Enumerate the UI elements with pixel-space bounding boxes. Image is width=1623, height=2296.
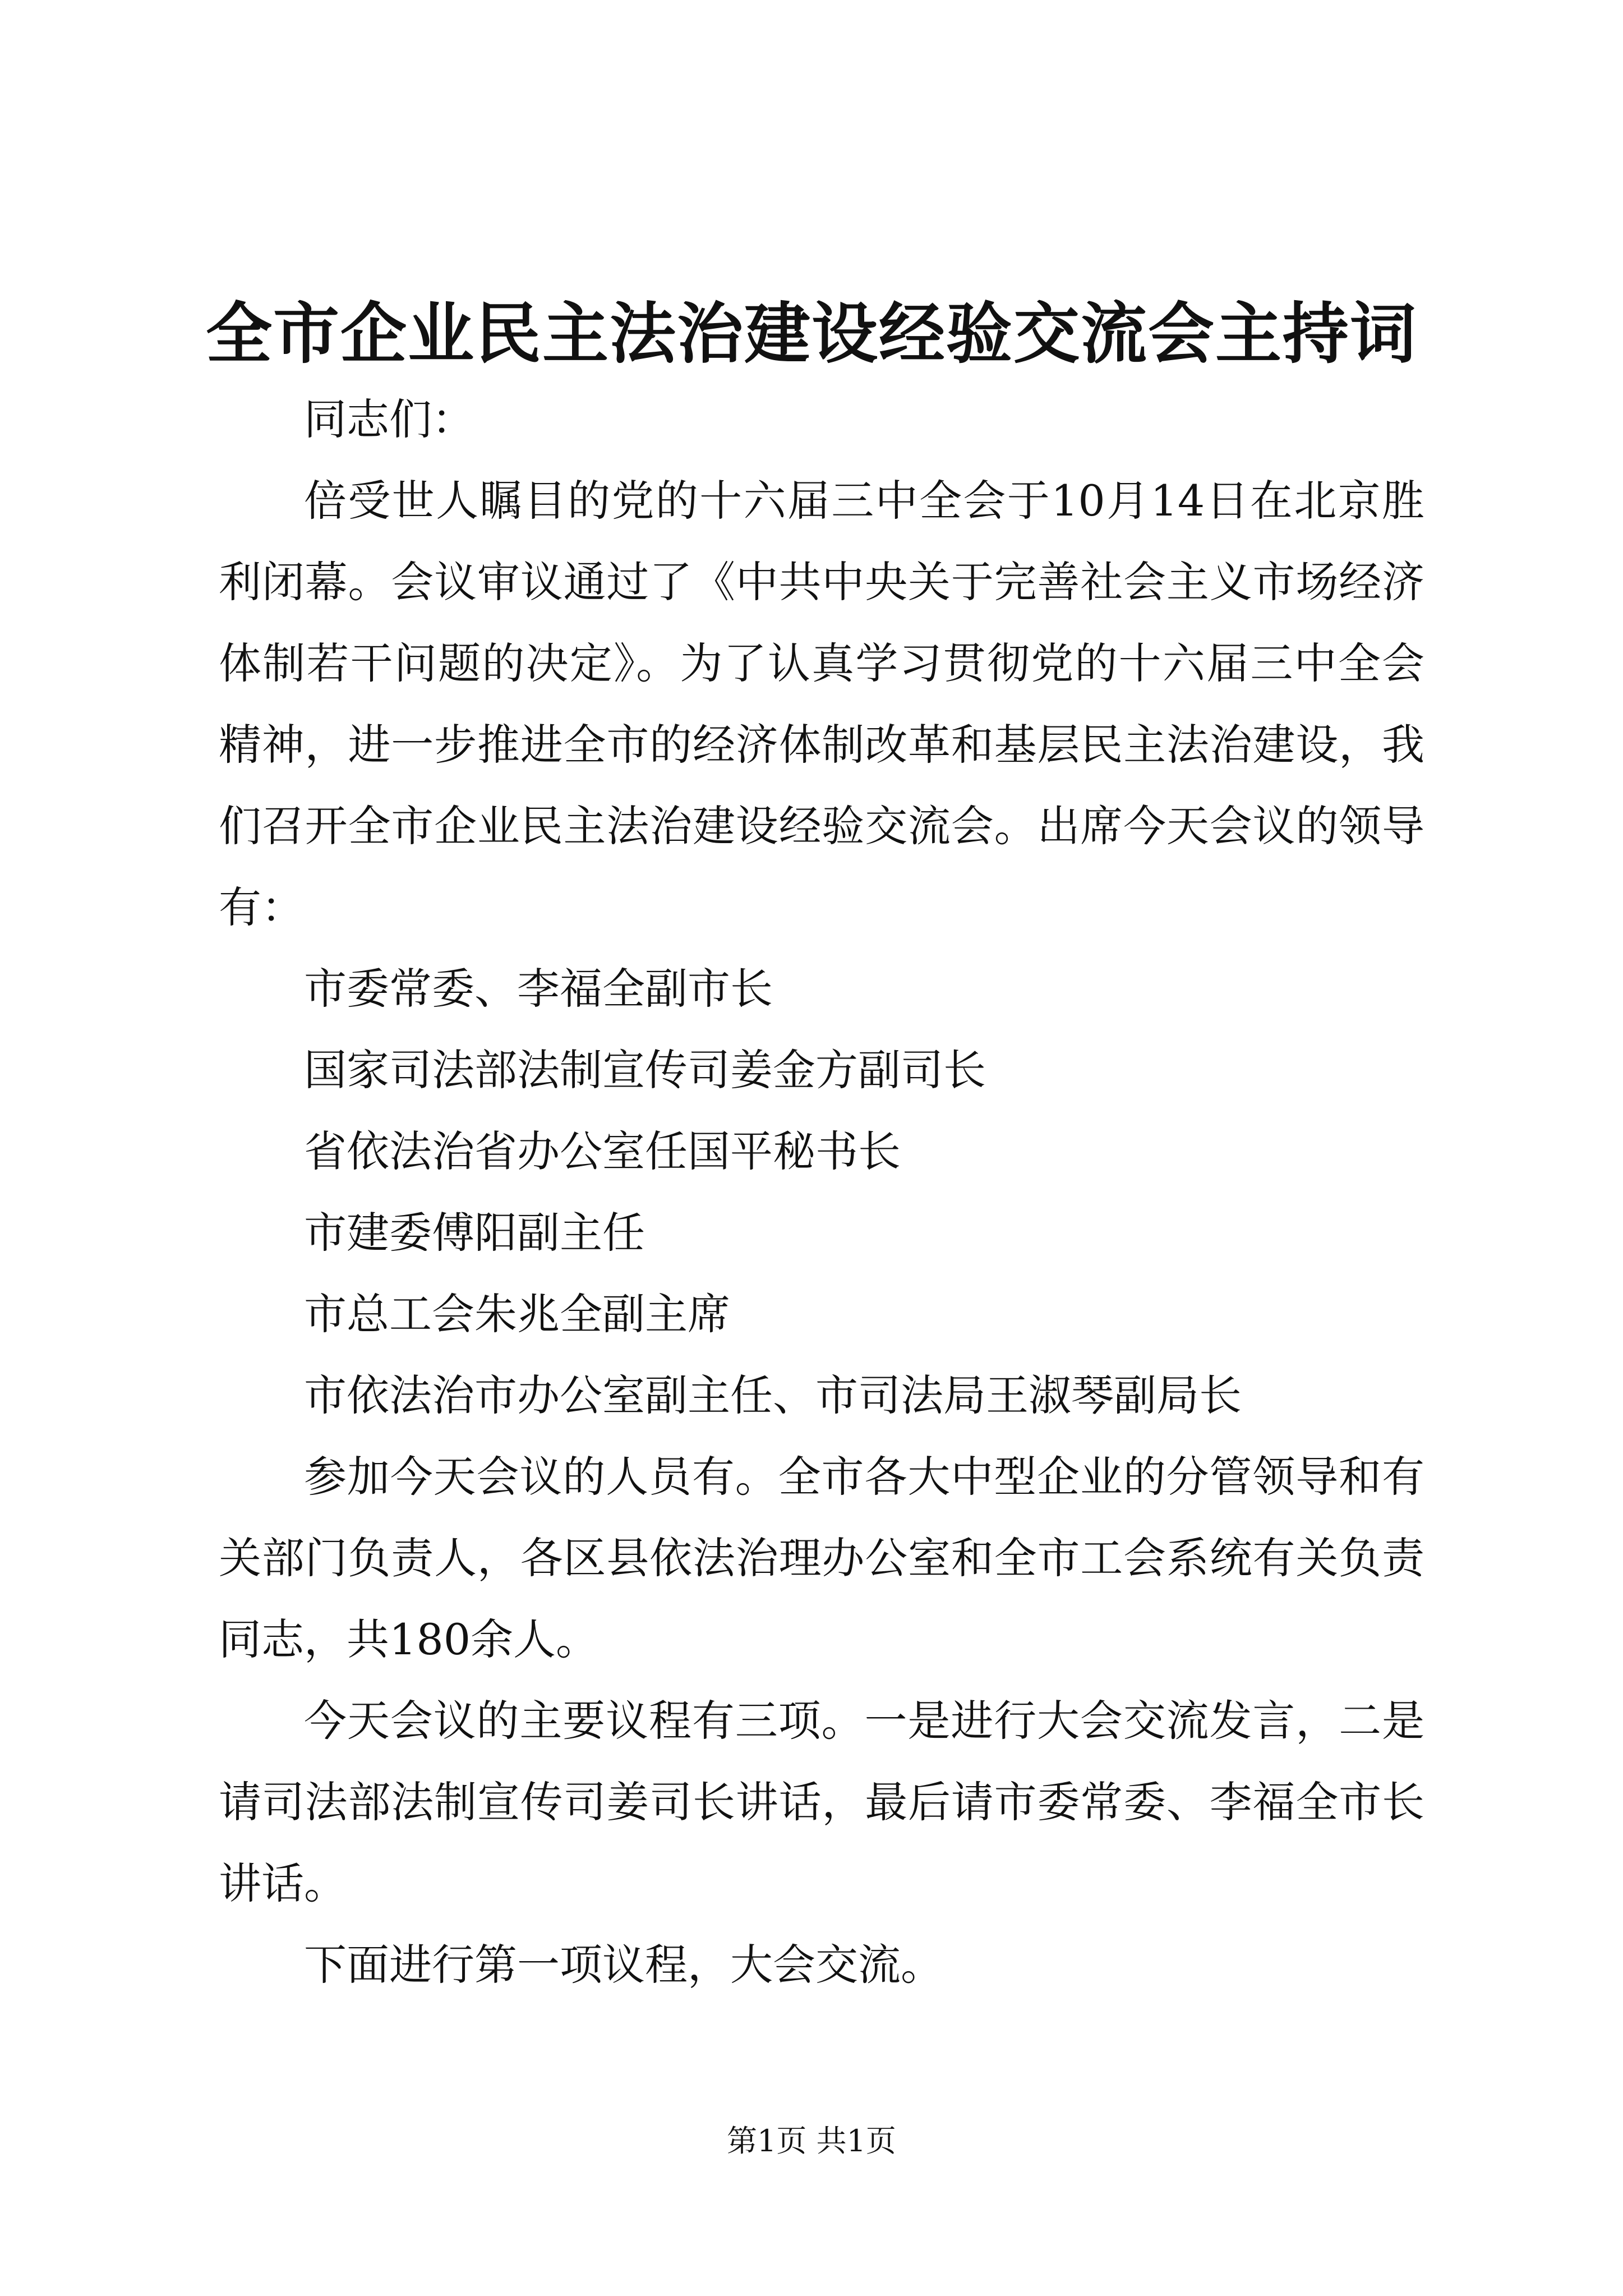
page-footer: 第1页 共1页 bbox=[727, 2123, 896, 2159]
leader-line: 市依法治市办公室副主任、市司法局王淑琴副局长 bbox=[304, 1370, 1242, 1420]
leader-line: 省依法治省办公室任国平秘书长 bbox=[304, 1126, 901, 1176]
leader-line: 市总工会朱兆全副主席 bbox=[304, 1289, 730, 1339]
salutation: 同志们： bbox=[304, 394, 474, 444]
leader-line: 市建委傅阳副主任 bbox=[304, 1208, 645, 1258]
body-paragraph-first-item: 下面进行第一项议程，大会交流。 bbox=[304, 1940, 943, 1990]
body-paragraph-agenda: 今天会议的主要议程有三项。一是进行大会交流发言，二是请司法部法制宣传司姜司长讲话，最后请市委常委、李福全市长讲话。 bbox=[219, 1696, 1424, 1908]
document-title: 全市企业民主法治建设经验交流会主持词 bbox=[205, 295, 1417, 372]
leader-line: 市委常委、李福全副市长 bbox=[304, 964, 773, 1014]
leader-line: 国家司法部法制宣传司姜金方副司长 bbox=[304, 1045, 986, 1095]
document-body bbox=[219, 379, 1424, 2005]
body-paragraph-opening: 倍受世人瞩目的党的十六届三中全会于10月14日在北京胜利闭幕。会议审议通过了《中共中央关于完善社会主义市场经济体制若干问题的决定》。为了认真学习贯彻党的十六届三中全会精神，进一步推进全市的经济体制改革和基层民主法治建设，我们召开全市企业民主法治建设经验交流会。出席今天会议的领导有： bbox=[219, 476, 1424, 932]
body-paragraph-attendees: 参加今天会议的人员有。全市各大中型企业的分管领导和有关部门负责人，各区县依法治理办公室和全市工会系统有关负责同志，共180余人。 bbox=[219, 1452, 1424, 1664]
